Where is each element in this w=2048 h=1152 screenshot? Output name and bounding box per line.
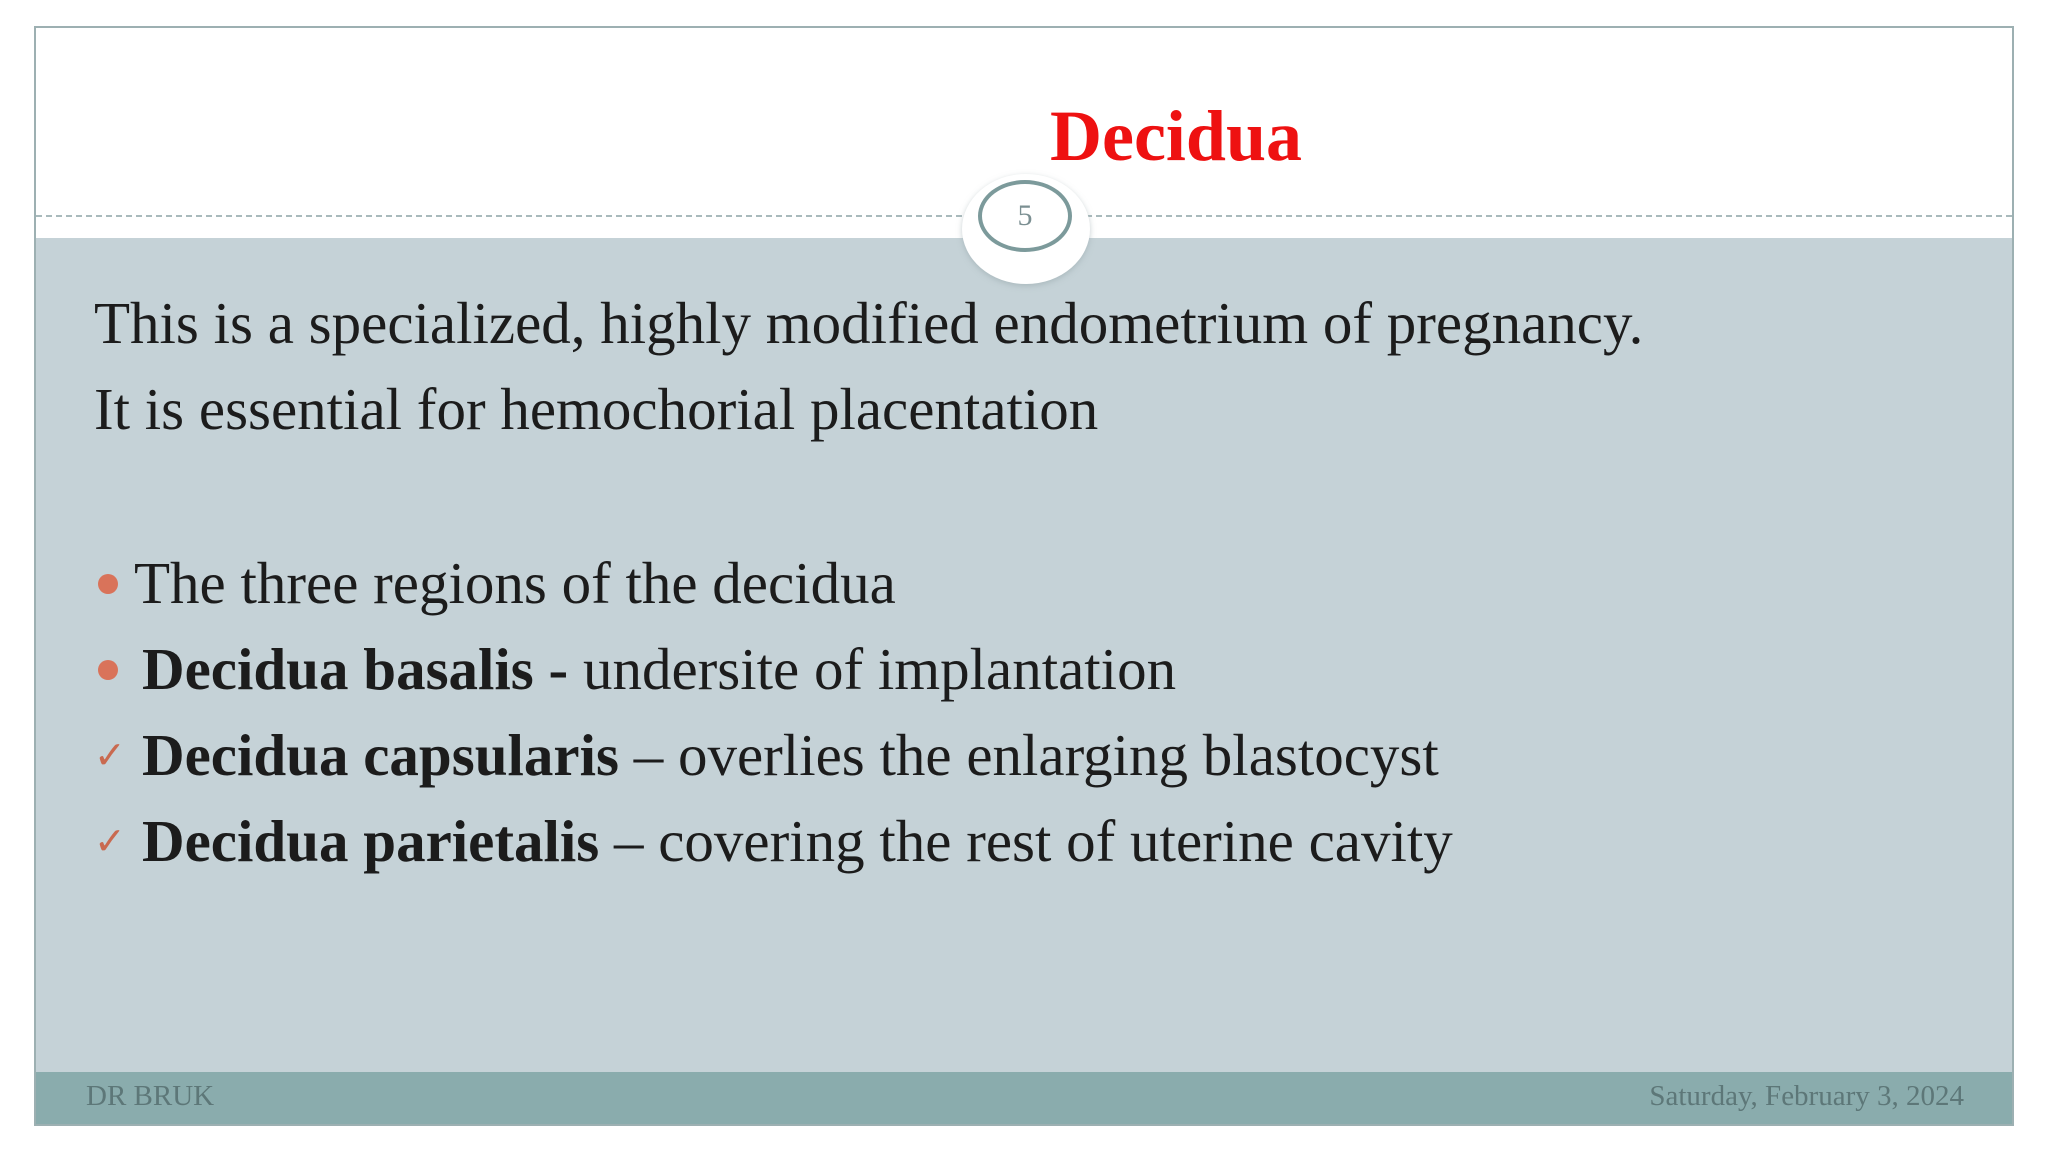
- list-item: [94, 798, 1453, 884]
- list-item-term: Decidua parietalis: [142, 808, 600, 874]
- page-number: 5: [978, 180, 1072, 252]
- slide-footer: [36, 1072, 2012, 1124]
- intro-text: [94, 280, 1643, 452]
- list-item-description: covering the rest of uterine cavity: [658, 808, 1453, 874]
- dot-icon: [98, 660, 118, 680]
- list-item-separator: –: [599, 808, 659, 874]
- intro-line: This is a specialized, highly modified endometrium of pregnancy.: [94, 290, 1644, 356]
- list-item-term: Decidua basalis: [142, 636, 534, 702]
- checkmark-icon: ✓: [94, 819, 126, 863]
- slide-title: Decidua: [1050, 96, 1302, 176]
- list-item-separator: -: [533, 636, 583, 702]
- list-item-term: Decidua capsularis: [142, 722, 619, 788]
- footer-date: Saturday, February 3, 2024: [1649, 1080, 1964, 1112]
- intro-line: It is essential for hemochorial placentation: [94, 376, 1099, 442]
- list-item-description: overlies the enlarging blastocyst: [677, 722, 1439, 788]
- dot-icon: [98, 574, 118, 594]
- list-item: [94, 626, 1453, 712]
- list-item: [94, 540, 1453, 626]
- slide: [34, 26, 2014, 1126]
- list-item-text: The three regions of the decidua: [134, 550, 896, 616]
- list-item: [94, 712, 1453, 798]
- list-item-separator: –: [618, 722, 678, 788]
- bullet-list: [94, 540, 1453, 884]
- list-item-description: undersite of implantation: [582, 636, 1177, 702]
- footer-author: DR BRUK: [86, 1080, 215, 1112]
- checkmark-icon: ✓: [94, 733, 126, 777]
